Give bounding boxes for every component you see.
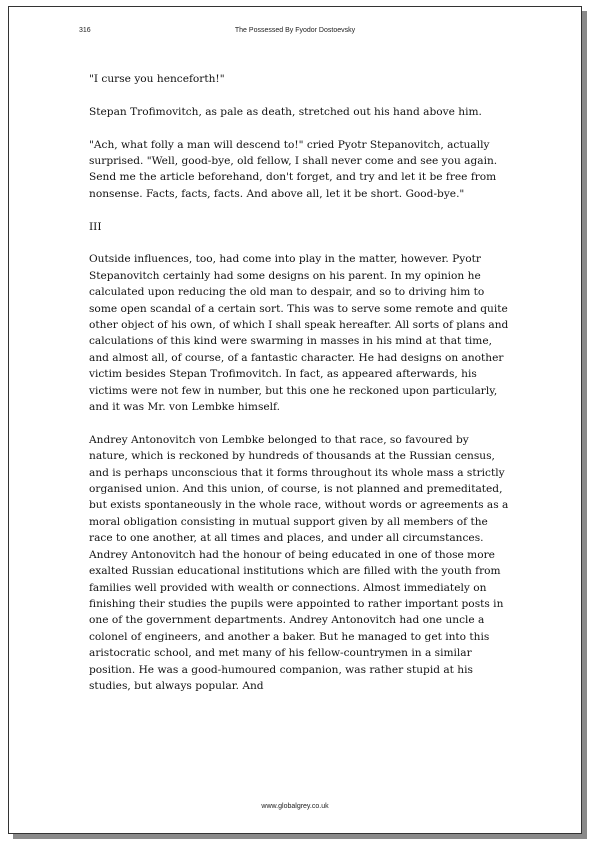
footer-link[interactable]: www.globalgrey.co.uk xyxy=(261,803,329,810)
page-number: 316 xyxy=(79,27,91,34)
paragraph: Outside influences, too, had come into play in the matter, however. Pyotr Stepanovitch certainly had some designs on his parent. In my opinion he calculated upon reducing the old man to despair, and so to driving him to some open scandal of a certain sort. This was to serve some remote and quite other object of his own, of which I shall speak hereafter. All sorts of plans and calculations of this kind were swarming in masses in his mind at that time, and almost all, of course, of a fantastic character. He had designs on another victim besides Stepan Trofimovitch. In fact, as appeared afterwards, his victims were not few in number, but this one he reckoned upon particularly, and it was Mr. von Lembke himself. xyxy=(89,253,509,414)
paragraph: "I curse you henceforth!" xyxy=(89,73,225,85)
paragraph: Andrey Antonovitch von Lembke belonged to that race, so favoured by nature, which is reckoned by hundreds of thousands at the Russian census, and is perhaps unconscious that it forms throughout its whole mass a strictly organised union. And this union, of course, is not planned and premeditated, but exists spontaneously in the whole race, without words or agreements as a moral obligation consisting in mutual support given by all members of the race to one another, at all times and places, and under all circumstances. Andrey Antonovitch had the honour of being educated in one of those more exalted Russian educational institutions which are filled with the youth from families well provided with wealth or connections. Almost immediately on finishing their studies the pupils were appointed to rather important posts in one of the government departments. Andrey Antonovitch had one uncle a colonel of engineers, and another a baker. But he managed to get into this aristocratic school, and met many of his fellow-countrymen in a similar position. He was a good-humoured companion, was rather stupid at his studies, but always popular. And xyxy=(89,433,509,692)
body-text xyxy=(89,71,509,711)
page-header xyxy=(9,27,581,41)
paragraph: Stepan Trofimovitch, as pale as death, stretched out his hand above him. xyxy=(89,105,482,118)
page xyxy=(8,6,582,834)
paragraph: "Ach, what folly a man will descend to!" cried Pyotr Stepanovitch, actually surprised. "Well, good-bye, old fellow, I shall never come and see you again. Send me the article beforehand, don't forget, and try and let it be free from nonsense. Facts, facts, facts. And above all, let it be short. Good-bye." xyxy=(89,138,498,200)
section-heading: III xyxy=(89,220,102,233)
running-title: The Possessed By Fyodor Dostoevsky xyxy=(234,27,356,34)
